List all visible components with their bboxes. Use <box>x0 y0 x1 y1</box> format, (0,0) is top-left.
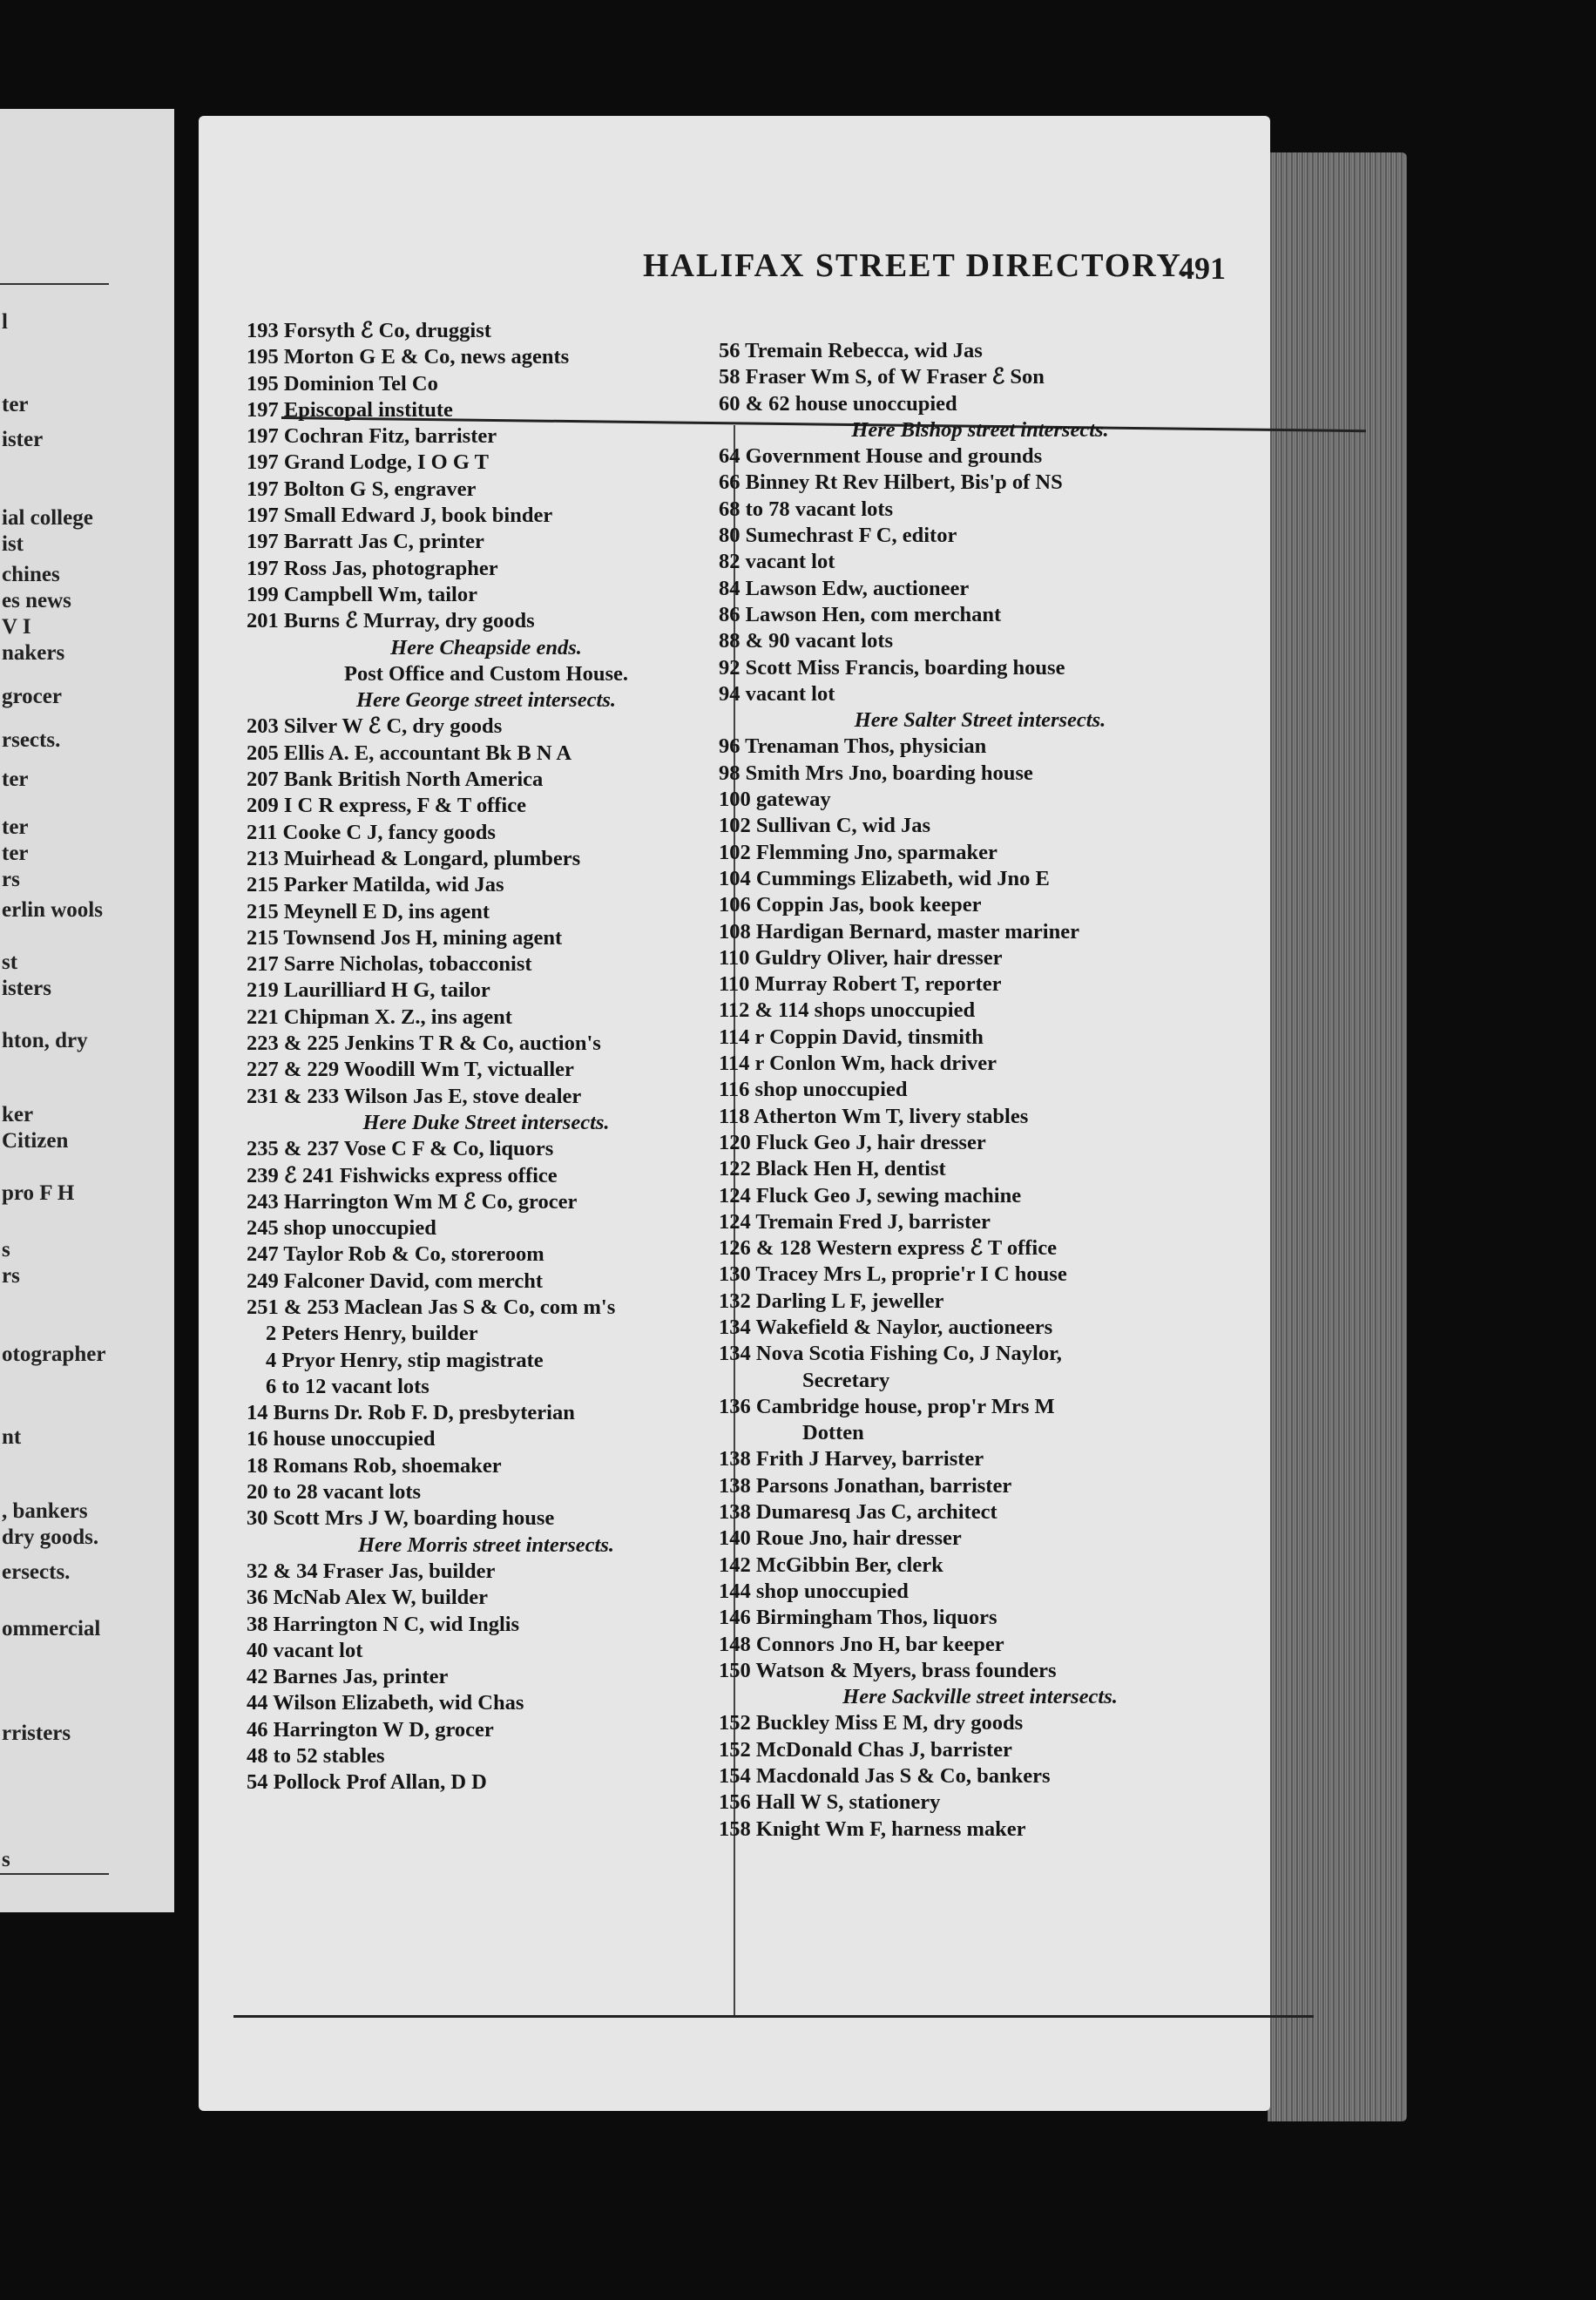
directory-entry: 197 Barratt Jas C, printer <box>247 530 484 554</box>
directory-entry: 66 Binney Rt Rev Hilbert, Bis'p of NS <box>719 470 1063 495</box>
street-intersection-heading: Here Morris street intersects. <box>358 1532 614 1557</box>
directory-entry: 20 to 28 vacant lots <box>247 1480 422 1505</box>
directory-entry: 82 vacant lot <box>719 550 835 574</box>
facing-page-text-fragment: rsects. <box>2 728 61 752</box>
directory-page <box>199 116 1270 2111</box>
directory-entry: 110 Murray Robert T, reporter <box>719 972 1002 997</box>
directory-entry: 130 Tracey Mrs L, proprie'r I C house <box>719 1262 1067 1287</box>
street-intersection-heading: Here Bishop street intersects. <box>851 417 1109 442</box>
directory-entry: 110 Guldry Oliver, hair dresser <box>719 945 1003 970</box>
facing-page-text-fragment: l <box>2 310 8 334</box>
facing-page-text-fragment: , bankers <box>2 1499 88 1523</box>
directory-entry: 114 r Conlon Wm, hack driver <box>719 1052 997 1076</box>
directory-entry: 142 McGibbin Ber, clerk <box>719 1552 943 1577</box>
directory-entry: 209 I C R express, F & T office <box>247 794 526 818</box>
directory-entry: 215 Townsend Jos H, mining agent <box>247 925 563 950</box>
directory-entry: 106 Coppin Jas, book keeper <box>719 893 982 917</box>
directory-entry: 48 to 52 stables <box>247 1744 385 1769</box>
page-number: 491 <box>1179 251 1226 286</box>
facing-page-text-fragment: hton, dry <box>2 1029 88 1052</box>
facing-page-text-fragment: ersects. <box>2 1560 71 1584</box>
directory-entry: 247 Taylor Rob & Co, storeroom <box>247 1242 544 1267</box>
facing-page-text-fragment: s <box>2 1848 10 1871</box>
directory-entry: 102 Sullivan C, wid Jas <box>719 814 931 838</box>
facing-page-text-fragment: ker <box>2 1103 34 1126</box>
street-intersection-heading: Here Sackville street intersects. <box>842 1685 1118 1709</box>
directory-entry: 195 Dominion Tel Co <box>247 371 438 396</box>
facing-page-text-fragment: chines <box>2 563 60 586</box>
street-intersection-heading: Here Duke Street intersects. <box>362 1110 610 1134</box>
facing-page-text-fragment: s <box>2 1238 10 1262</box>
running-title: HALIFAX STREET DIRECTORY. <box>643 247 1189 284</box>
directory-entry: 114 r Coppin David, tinsmith <box>719 1025 984 1049</box>
directory-entry: 197 Bolton G S, engraver <box>247 477 477 501</box>
directory-entry: 215 Meynell E D, ins agent <box>247 899 490 923</box>
directory-entry: Secretary <box>802 1368 890 1392</box>
directory-entry: 86 Lawson Hen, com merchant <box>719 602 1002 626</box>
page-header <box>277 247 1261 290</box>
directory-entry: 32 & 34 Fraser Jas, builder <box>247 1559 496 1583</box>
directory-entry: 150 Watson & Myers, brass founders <box>719 1658 1057 1682</box>
directory-entry: 56 Tremain Rebecca, wid Jas <box>719 339 983 362</box>
facing-page-text-fragment: ter <box>2 768 29 791</box>
directory-entry: 152 McDonald Chas J, barrister <box>719 1737 1012 1762</box>
directory-entry: 94 vacant lot <box>719 681 835 706</box>
directory-entry: 219 Laurilliard H G, tailor <box>247 978 490 1003</box>
directory-entry: 148 Connors Jno H, bar keeper <box>719 1632 1004 1656</box>
directory-entry: 144 shop unoccupied <box>719 1579 909 1603</box>
directory-entry: 140 Roue Jno, hair dresser <box>719 1526 962 1551</box>
directory-entry: 193 Forsyth ℰ Co, druggist <box>247 319 491 342</box>
directory-entry: 217 Sarre Nicholas, tobacconist <box>247 952 532 977</box>
directory-entry: 6 to 12 vacant lots <box>266 1374 429 1398</box>
directory-entry: 46 Harrington W D, grocer <box>247 1717 494 1742</box>
directory-entry: 38 Harrington N C, wid Inglis <box>247 1612 520 1636</box>
directory-entry: 108 Hardigan Bernard, master mariner <box>719 919 1079 944</box>
directory-entry: 98 Smith Mrs Jno, boarding house <box>719 761 1033 785</box>
directory-entry: 58 Fraser Wm S, of W Fraser ℰ Son <box>719 365 1045 389</box>
directory-entry: 116 shop unoccupied <box>719 1078 908 1102</box>
directory-entry: 205 Ellis A. E, accountant Bk B N A <box>247 741 572 765</box>
directory-entry: 231 & 233 Wilson Jas E, stove dealer <box>247 1084 582 1108</box>
directory-entry: 54 Pollock Prof Allan, D D <box>247 1770 487 1795</box>
facing-page-text-fragment: ister <box>2 428 44 451</box>
facing-page-text-fragment: nt <box>2 1425 22 1449</box>
directory-entry: 30 Scott Mrs J W, boarding house <box>247 1506 555 1531</box>
directory-entry: 197 Ross Jas, photographer <box>247 556 498 580</box>
facing-page-text-fragment: ter <box>2 842 29 865</box>
facing-page-rule <box>0 1873 109 1875</box>
directory-entry: 96 Trenaman Thos, physician <box>719 734 987 759</box>
facing-page-text-fragment: ial college <box>2 506 93 530</box>
directory-entry: 251 & 253 Maclean Jas S & Co, com m's <box>247 1295 616 1319</box>
facing-page-text-fragment: ommercial <box>2 1617 101 1640</box>
directory-entry: 68 to 78 vacant lots <box>719 497 894 521</box>
facing-page-text-fragment: nakers <box>2 641 65 665</box>
facing-page-text-fragment: ist <box>2 532 24 556</box>
facing-page-fragment <box>0 109 174 1912</box>
directory-entry: 122 Black Hen H, dentist <box>719 1157 946 1181</box>
directory-entry: 152 Buckley Miss E M, dry goods <box>719 1711 1024 1735</box>
directory-entry: 14 Burns Dr. Rob F. D, presbyterian <box>247 1401 575 1425</box>
page-edge-shadow <box>1268 152 1407 2121</box>
directory-entry: 197 Cochran Fitz, barrister <box>247 424 497 449</box>
directory-entry: 118 Atherton Wm T, livery stables <box>719 1104 1029 1128</box>
facing-page-text-fragment: erlin wools <box>2 898 103 922</box>
directory-entry: 104 Cummings Elizabeth, wid Jno E <box>719 866 1050 890</box>
directory-entry: 138 Frith J Harvey, barrister <box>719 1447 984 1471</box>
street-intersection-heading: Here Salter Street intersects. <box>854 708 1106 733</box>
facing-page-rule <box>0 283 109 285</box>
directory-entry: 199 Campbell Wm, tailor <box>247 582 477 606</box>
directory-entry: 249 Falconer David, com mercht <box>247 1268 543 1293</box>
directory-entry: 102 Flemming Jno, sparmaker <box>719 840 998 864</box>
directory-entry: 64 Government House and grounds <box>719 444 1043 469</box>
directory-entry: 197 Grand Lodge, I O G T <box>247 450 489 475</box>
facing-page-text-fragment: dry goods. <box>2 1525 99 1549</box>
directory-entry: 84 Lawson Edw, auctioneer <box>719 576 970 600</box>
directory-entry: 136 Cambridge house, prop'r Mrs M <box>719 1394 1055 1418</box>
directory-entry: 112 & 114 shops unoccupied <box>719 998 976 1023</box>
directory-entry: 227 & 229 Woodill Wm T, victualler <box>247 1058 574 1082</box>
directory-entry: 197 Small Edward J, book binder <box>247 504 553 528</box>
facing-page-text-fragment: otographer <box>2 1343 106 1366</box>
directory-entry: 154 Macdonald Jas S & Co, bankers <box>719 1764 1051 1789</box>
right-column <box>719 338 1241 1843</box>
directory-entry: 158 Knight Wm F, harness maker <box>719 1816 1026 1841</box>
directory-entry: 60 & 62 house unoccupied <box>719 391 957 416</box>
directory-entry: 134 Wakefield & Naylor, auctioneers <box>719 1315 1053 1339</box>
directory-entry: 88 & 90 vacant lots <box>719 629 894 653</box>
directory-entry: 156 Hall W S, stationery <box>719 1790 941 1815</box>
footer-rule <box>233 2015 1314 2018</box>
directory-entry: 207 Bank British North America <box>247 768 544 792</box>
directory-entry: 18 Romans Rob, shoemaker <box>247 1453 502 1478</box>
directory-entry: 146 Birmingham Thos, liquors <box>719 1606 998 1630</box>
directory-entry: 44 Wilson Elizabeth, wid Chas <box>247 1691 524 1715</box>
directory-entry: 197 Episcopal institute <box>247 397 453 422</box>
directory-entry: 124 Fluck Geo J, sewing machine <box>719 1183 1022 1208</box>
directory-entry: 245 shop unoccupied <box>247 1216 436 1241</box>
directory-entry: 100 gateway <box>719 788 831 812</box>
directory-entry: 36 McNab Alex W, builder <box>247 1586 489 1610</box>
directory-entry: 243 Harrington Wm M ℰ Co, grocer <box>247 1189 578 1214</box>
directory-entry: 120 Fluck Geo J, hair dresser <box>719 1130 986 1154</box>
facing-page-text-fragment: rristers <box>2 1722 71 1745</box>
directory-entry: 223 & 225 Jenkins T R & Co, auction's <box>247 1032 601 1056</box>
directory-entry: 80 Sumechrast F C, editor <box>719 524 957 548</box>
facing-page-text-fragment: ter <box>2 815 29 839</box>
directory-entry: 2 Peters Henry, builder <box>266 1322 478 1346</box>
directory-entry: 215 Parker Matilda, wid Jas <box>247 873 504 897</box>
directory-entry: 42 Barnes Jas, printer <box>247 1665 449 1689</box>
directory-entry: 201 Burns ℰ Murray, dry goods <box>247 609 535 633</box>
facing-page-text-fragment: Citizen <box>2 1129 69 1153</box>
directory-entry: 235 & 237 Vose C F & Co, liquors <box>247 1137 554 1161</box>
left-column <box>247 318 726 1796</box>
facing-page-text-fragment: ter <box>2 393 29 416</box>
directory-entry: 134 Nova Scotia Fishing Co, J Naylor, <box>719 1342 1062 1366</box>
directory-entry: 132 Darling L F, jeweller <box>719 1289 944 1313</box>
directory-entry: Post Office and Custom House. <box>344 661 628 686</box>
facing-page-text-fragment: rs <box>2 868 20 891</box>
facing-page-text-fragment: pro F H <box>2 1181 75 1205</box>
directory-entry: 40 vacant lot <box>247 1638 363 1662</box>
directory-entry: 138 Parsons Jonathan, barrister <box>719 1473 1012 1498</box>
directory-entry: Dotten <box>802 1421 864 1445</box>
facing-page-text-fragment: V I <box>2 615 31 639</box>
facing-page-text-fragment: grocer <box>2 685 62 708</box>
directory-entry: 195 Morton G E & Co, news agents <box>247 345 570 369</box>
directory-entry: 16 house unoccupied <box>247 1427 436 1451</box>
directory-entry: 92 Scott Miss Francis, boarding house <box>719 655 1065 680</box>
directory-entry: 4 Pryor Henry, stip magistrate <box>266 1348 544 1372</box>
directory-entry: 124 Tremain Fred J, barrister <box>719 1209 991 1234</box>
directory-entry: 211 Cooke C J, fancy goods <box>247 820 496 844</box>
facing-page-text-fragment: isters <box>2 977 51 1000</box>
facing-page-text-fragment: rs <box>2 1264 20 1288</box>
directory-entry: 239 ℰ 241 Fishwicks express office <box>247 1163 558 1187</box>
street-intersection-heading: Here George street intersects. <box>355 688 617 713</box>
directory-entry: 203 Silver W ℰ C, dry goods <box>247 714 503 739</box>
facing-page-text-fragment: es news <box>2 589 71 612</box>
directory-entry: 126 & 128 Western express ℰ T office <box>719 1236 1057 1261</box>
directory-entry: 138 Dumaresq Jas C, architect <box>719 1500 998 1525</box>
directory-entry: 221 Chipman X. Z., ins agent <box>247 1005 512 1029</box>
facing-page-text-fragment: st <box>2 950 18 974</box>
directory-entry: 213 Muirhead & Longard, plumbers <box>247 846 581 870</box>
street-intersection-heading: Here Cheapside ends. <box>390 635 582 660</box>
